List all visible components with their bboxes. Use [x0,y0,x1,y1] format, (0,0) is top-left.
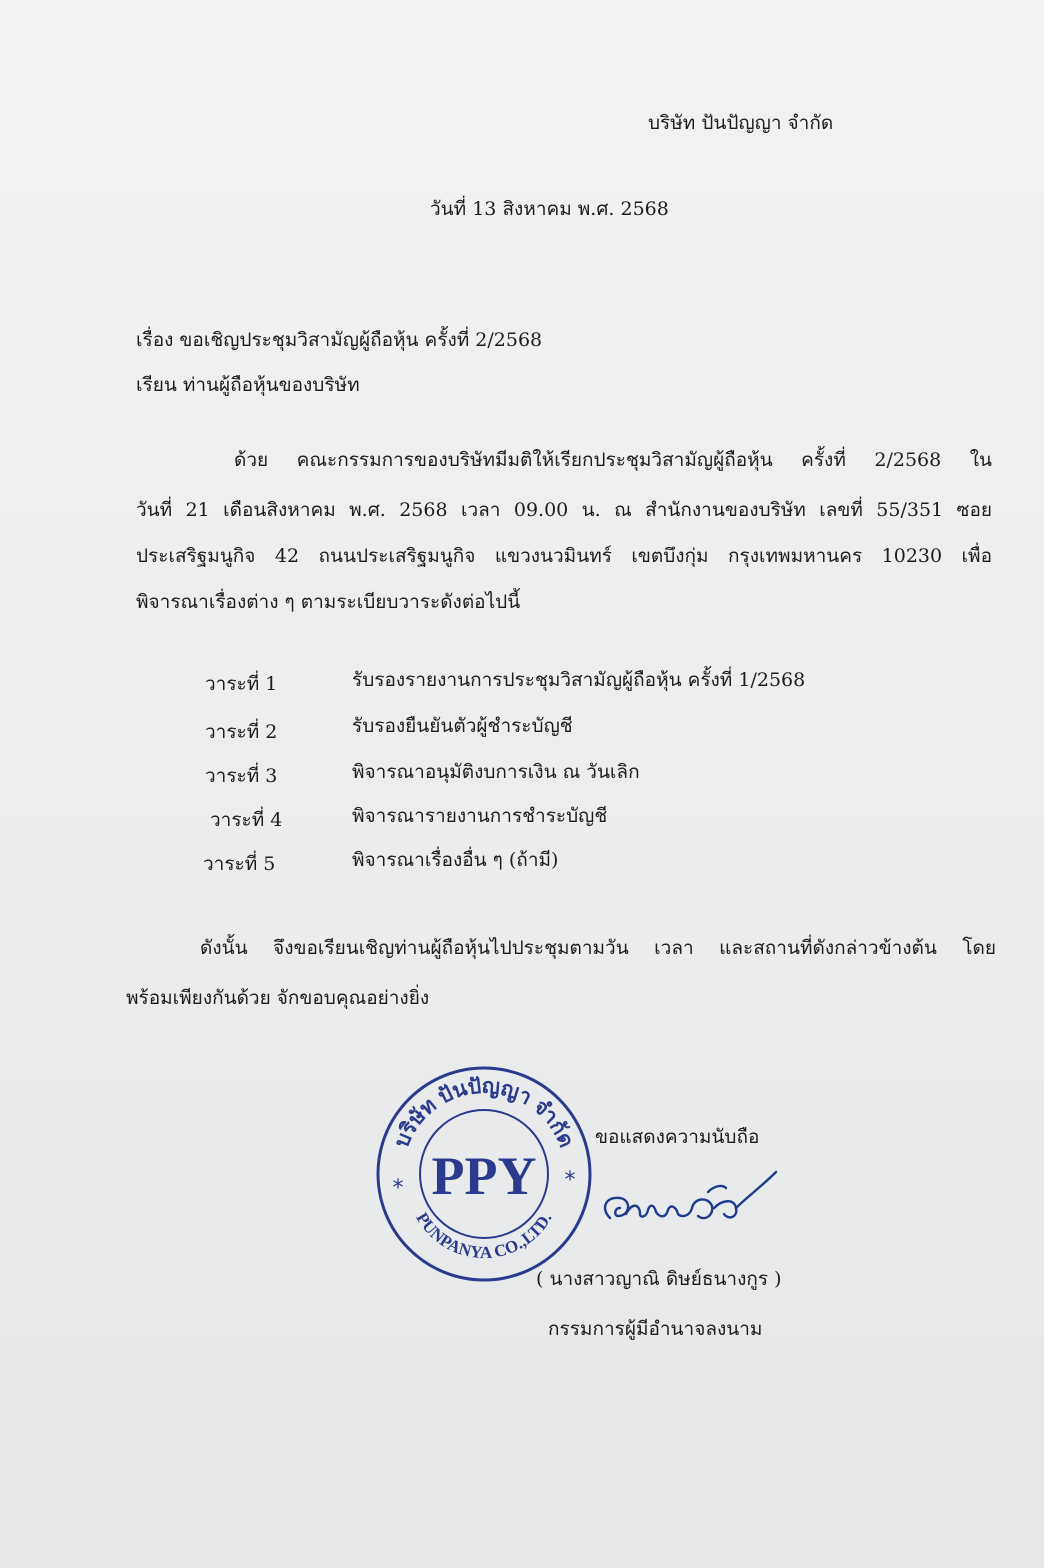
signer-name: ( นางสาวญาณิ ดิษย์ธนางกูร ) [536,1268,782,1290]
letter-subject: เรื่อง ขอเชิญประชุมวิสามัญผู้ถือหุ้น ครั้งที่ 2/2568 [136,329,543,351]
body-line: พิจารณาเรื่องต่าง ๆ ตามระเบียบวาระดังต่อไปนี้ [136,591,521,613]
agenda-number: วาระที่ 4 [210,809,283,831]
body-line: วันที่ 21 เดือนสิงหาคม พ.ศ. 2568 เวลา 09.00 น. ณ สำนักงานของบริษัท เลขที่ 55/351 ซอย [136,499,992,521]
agenda-number: วาระที่ 5 [203,853,276,875]
agenda-title: พิจารณารายงานการชำระบัญชี [352,805,608,827]
star-icon: * [564,1168,576,1193]
stamp-bottom-text: PUNPANYA CO.,LTD. [412,1209,556,1263]
agenda-number: วาระที่ 3 [205,765,278,787]
agenda-number: วาระที่ 1 [205,673,278,695]
letter-date: วันที่ 13 สิงหาคม พ.ศ. 2568 [430,198,669,220]
company-name: บริษัท ปันปัญญา จำกัด [648,112,834,134]
agenda-title: พิจารณาอนุมัติงบการเงิน ณ วันเลิก [352,761,640,783]
closing-line: พร้อมเพียงกันด้วย จักขอบคุณอย่างยิ่ง [126,987,430,1009]
regards-text: ขอแสดงความนับถือ [595,1126,760,1148]
signature [596,1168,796,1238]
star-icon: * [392,1176,404,1201]
body-line: ประเสริฐมนูกิจ 42 ถนนประเสริฐมนูกิจ แขวงนวมินทร์ เขตบึงกุ่ม กรุงเทพมหานคร 10230 เพื่อ [136,545,992,567]
agenda-title: รับรองรายงานการประชุมวิสามัญผู้ถือหุ้น ครั้งที่ 1/2568 [352,669,806,691]
signer-title: กรรมการผู้มีอำนาจลงนาม [548,1318,763,1340]
body-line: ด้วย คณะกรรมการของบริษัทมีมติให้เรียกประชุมวิสามัญผู้ถือหุ้น ครั้งที่ 2/2568 ใน [234,449,992,471]
agenda-title: พิจารณาเรื่องอื่น ๆ (ถ้ามี) [352,849,559,871]
stamp-center-text: PPY [431,1146,537,1206]
letter-recipient: เรียน ท่านผู้ถือหุ้นของบริษัท [136,374,360,396]
agenda-number: วาระที่ 2 [205,721,278,743]
agenda-title: รับรองยืนยันตัวผู้ชำระบัญชี [352,715,573,737]
closing-line: ดังนั้น จึงขอเรียนเชิญท่านผู้ถือหุ้นไปประชุมตามวัน เวลา และสถานที่ดังกล่าวข้างต้น โดย [200,937,996,959]
company-stamp [373,1063,595,1285]
stamp-top-text: บริษัท ปันปัญญา จำกัด [390,1074,578,1151]
